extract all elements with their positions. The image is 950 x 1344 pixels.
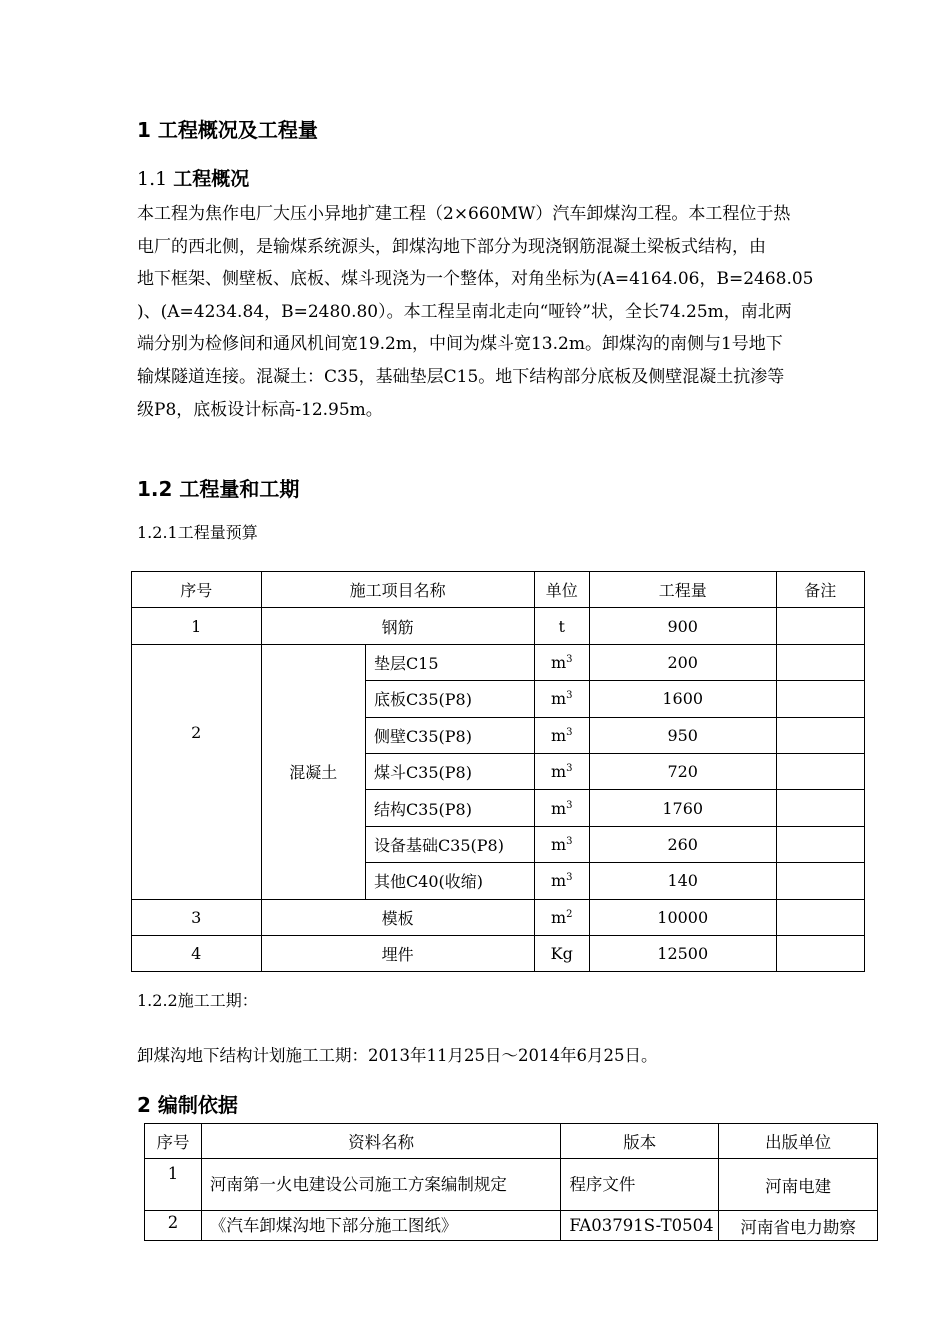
section-1-1-heading — [137, 164, 249, 191]
remark-cell — [776, 717, 864, 753]
quantity-cell: 10000 — [589, 899, 776, 935]
overview-line: 本工程为焦作电厂大压小异地扩建工程（2×660MW）汽车卸煤沟工程。本工程位于热 — [137, 204, 791, 224]
unit-exponent: 3 — [566, 653, 573, 665]
sub-item-name: 结构C35(P8) — [365, 790, 534, 826]
header-cell: 序号 — [132, 572, 262, 608]
section-1-2-heading: 1.2 工程量和工期 — [137, 477, 300, 501]
quantity-cell: 260 — [589, 826, 776, 862]
header-cell: 单位 — [534, 572, 589, 608]
quantity-cell: 140 — [589, 863, 776, 899]
unit-cell — [534, 826, 589, 862]
unit-text: m — [550, 725, 567, 745]
overview-line: 地下框架、侧壁板、底板、煤斗现浇为一个整体，对角坐标为(A=4164.06，B=2468.05 — [137, 269, 814, 290]
sub-item-name: 设备基础C35(P8) — [365, 826, 534, 862]
header-cell: 资料名称 — [201, 1124, 560, 1159]
section-1-heading: 1 工程概况及工程量 — [137, 118, 318, 142]
section-2-heading: 2 编制依据 — [137, 1093, 238, 1117]
section-1-1-title: 工程概况 — [173, 168, 250, 190]
remark-cell — [776, 863, 864, 899]
table-row — [132, 644, 865, 680]
header-cell: 工程量 — [589, 572, 776, 608]
row-number-text: 2 — [191, 723, 202, 743]
row-number: 1 — [145, 1159, 202, 1211]
remark-cell — [776, 608, 864, 644]
item-name: 模板 — [261, 899, 534, 935]
unit-exponent: 3 — [566, 763, 573, 775]
table-row — [132, 608, 865, 644]
quantity-cell: 1760 — [589, 790, 776, 826]
sub-item-name: 侧壁C35(P8) — [365, 717, 534, 753]
unit-text: m — [550, 652, 567, 672]
section-1-1-number: 1.1 — [137, 168, 174, 190]
item-name: 钢筋 — [261, 608, 534, 644]
unit-cell: Kg — [534, 935, 589, 971]
unit-exponent: 3 — [566, 835, 573, 847]
schedule-text: 卸煤沟地下结构计划施工工期：2013年11月25日～2014年6月25日。 — [137, 1046, 658, 1065]
remark-cell — [776, 681, 864, 717]
table-header-row — [145, 1124, 878, 1159]
row-number: 3 — [132, 899, 262, 935]
document-version: 程序文件 — [561, 1159, 719, 1211]
sub-item-name: 底板C35(P8) — [365, 681, 534, 717]
table-row — [145, 1159, 878, 1211]
remark-cell — [776, 899, 864, 935]
overview-paragraph — [137, 198, 865, 426]
overview-line: )、(A=4234.84，B=2480.80）。本工程呈南北走向“哑铃”状，全长74.25m，南北两 — [137, 301, 792, 322]
header-cell: 备注 — [776, 572, 864, 608]
unit-text: m — [550, 907, 567, 927]
item-name: 混凝土 — [261, 644, 365, 899]
row-number: 4 — [132, 935, 262, 971]
unit-cell — [534, 790, 589, 826]
budget-label: 1.2.1工程量预算 — [137, 523, 258, 542]
header-cell: 版本 — [561, 1124, 719, 1159]
unit-exponent: 2 — [566, 908, 573, 920]
unit-text: m — [550, 871, 567, 891]
unit-text: m — [550, 834, 567, 854]
unit-text: m — [550, 689, 567, 709]
document-publisher: 河南电建 — [719, 1159, 878, 1211]
document-publisher: 河南省电力勘察 — [719, 1211, 878, 1241]
remark-cell — [776, 644, 864, 680]
schedule-label: 1.2.2施工工期： — [137, 991, 258, 1010]
overview-line: 输煤隧道连接。混凝土：C35，基础垫层C15。地下结构部分底板及侧壁混凝土抗渗等 — [137, 366, 785, 387]
quantity-cell: 12500 — [589, 935, 776, 971]
unit-exponent: 3 — [566, 726, 573, 738]
unit-cell — [534, 644, 589, 680]
overview-line: 级P8，底板设计标高-12.95m。 — [137, 399, 383, 420]
overview-line: 端分别为检修间和通风机间宽19.2m，中间为煤斗宽13.2m。卸煤沟的南侧与1号地下 — [137, 334, 783, 355]
reference-table — [144, 1123, 878, 1241]
item-name: 埋件 — [261, 935, 534, 971]
header-cell: 施工项目名称 — [261, 572, 534, 608]
quantity-table — [131, 571, 865, 972]
unit-text: m — [550, 762, 567, 782]
unit-cell — [534, 717, 589, 753]
quantity-cell: 200 — [589, 644, 776, 680]
header-cell: 出版单位 — [719, 1124, 878, 1159]
unit-cell: t — [534, 608, 589, 644]
unit-cell — [534, 753, 589, 789]
table-row — [145, 1211, 878, 1241]
sub-item-name: 煤斗C35(P8) — [365, 753, 534, 789]
table-header-row — [132, 572, 865, 608]
unit-exponent: 3 — [566, 872, 573, 884]
sub-item-name: 垫层C15 — [365, 644, 534, 680]
unit-exponent: 3 — [566, 799, 573, 811]
quantity-cell: 1600 — [589, 681, 776, 717]
row-number — [132, 644, 262, 899]
remark-cell — [776, 753, 864, 789]
quantity-cell: 720 — [589, 753, 776, 789]
remark-cell — [776, 790, 864, 826]
overview-line: 电厂的西北侧，是输煤系统源头，卸煤沟地下部分为现浇钢筋混凝土梁板式结构，由 — [137, 236, 766, 257]
unit-cell — [534, 681, 589, 717]
document-name: 河南第一火电建设公司施工方案编制规定 — [201, 1159, 560, 1211]
header-cell: 序号 — [145, 1124, 202, 1159]
remark-cell — [776, 935, 864, 971]
quantity-cell: 950 — [589, 717, 776, 753]
unit-text: m — [550, 798, 567, 818]
unit-cell — [534, 863, 589, 899]
sub-item-name: 其他C40(收缩) — [365, 863, 534, 899]
document-version: FA03791S-T0504 — [561, 1211, 719, 1241]
quantity-cell: 900 — [589, 608, 776, 644]
document-name: 《汽车卸煤沟地下部分施工图纸》 — [201, 1211, 560, 1241]
unit-exponent: 3 — [566, 690, 573, 702]
unit-cell — [534, 899, 589, 935]
row-number: 1 — [132, 608, 262, 644]
row-number: 2 — [145, 1211, 202, 1241]
table-row — [132, 935, 865, 971]
remark-cell — [776, 826, 864, 862]
table-row — [132, 899, 865, 935]
